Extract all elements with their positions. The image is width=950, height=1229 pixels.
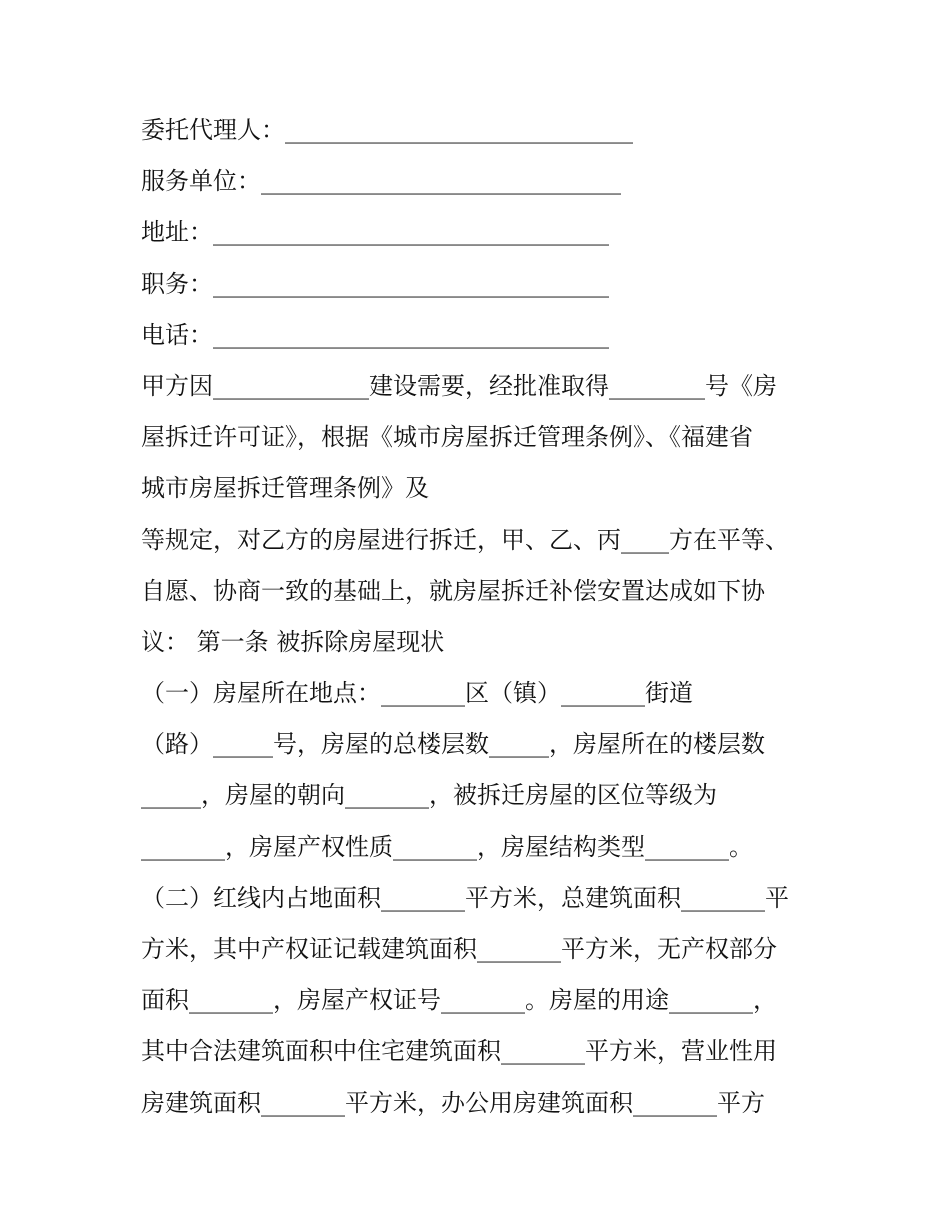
paragraph-line: 等规定，对乙方的房屋进行拆迁，甲、乙、丙____方在平等、 — [141, 525, 789, 554]
clause-line: _____，房屋的朝向_______，被拆迁房屋的区位等级为 — [141, 781, 717, 810]
paragraph-line: 甲方因_____________建设需要，经批准取得________号《房 — [141, 371, 777, 400]
clause-line: （二）红线内占地面积_______平方米，总建筑面积_______平 — [141, 883, 789, 912]
agent-line: 委托代理人：_____________________________ — [141, 116, 633, 144]
paragraph-line: 城市房屋拆迁管理条例》及 — [141, 474, 429, 503]
phone-line: 电话：_________________________________ — [141, 320, 609, 349]
paragraph-line: 自愿、协商一致的基础上，就房屋拆迁补偿安置达成如下协 — [141, 576, 765, 605]
clause-line: 其中合法建筑面积中住宅建筑面积_______平方米，营业性用 — [141, 1037, 777, 1066]
work-unit-line: 服务单位：______________________________ — [141, 167, 621, 196]
clause-line: 房建筑面积_______平方米，办公用房建筑面积_______平方 — [141, 1088, 765, 1117]
clause-line: 方米，其中产权证记载建筑面积_______平方米，无产权部分 — [141, 935, 777, 963]
section-heading: 议： 第一条 被拆除房屋现状 — [141, 627, 445, 656]
document-body — [141, 105, 831, 1129]
position-line: 职务：_________________________________ — [141, 269, 609, 298]
clause-line: （一）房屋所在地点：_______区（镇）_______街道 — [141, 679, 693, 708]
clause-line: _______，房屋产权性质_______，房屋结构类型_______。 — [141, 832, 753, 861]
clause-line: 面积_______，房屋产权证号_______。房屋的用途_______， — [141, 986, 777, 1015]
address-line: 地址：_________________________________ — [141, 218, 609, 247]
clause-line: （路）_____号，房屋的总楼层数_____，房屋所在的楼层数 — [141, 730, 765, 759]
paragraph-line: 屋拆迁许可证》，根据《城市房屋拆迁管理条例》、《福建省 — [141, 423, 753, 452]
